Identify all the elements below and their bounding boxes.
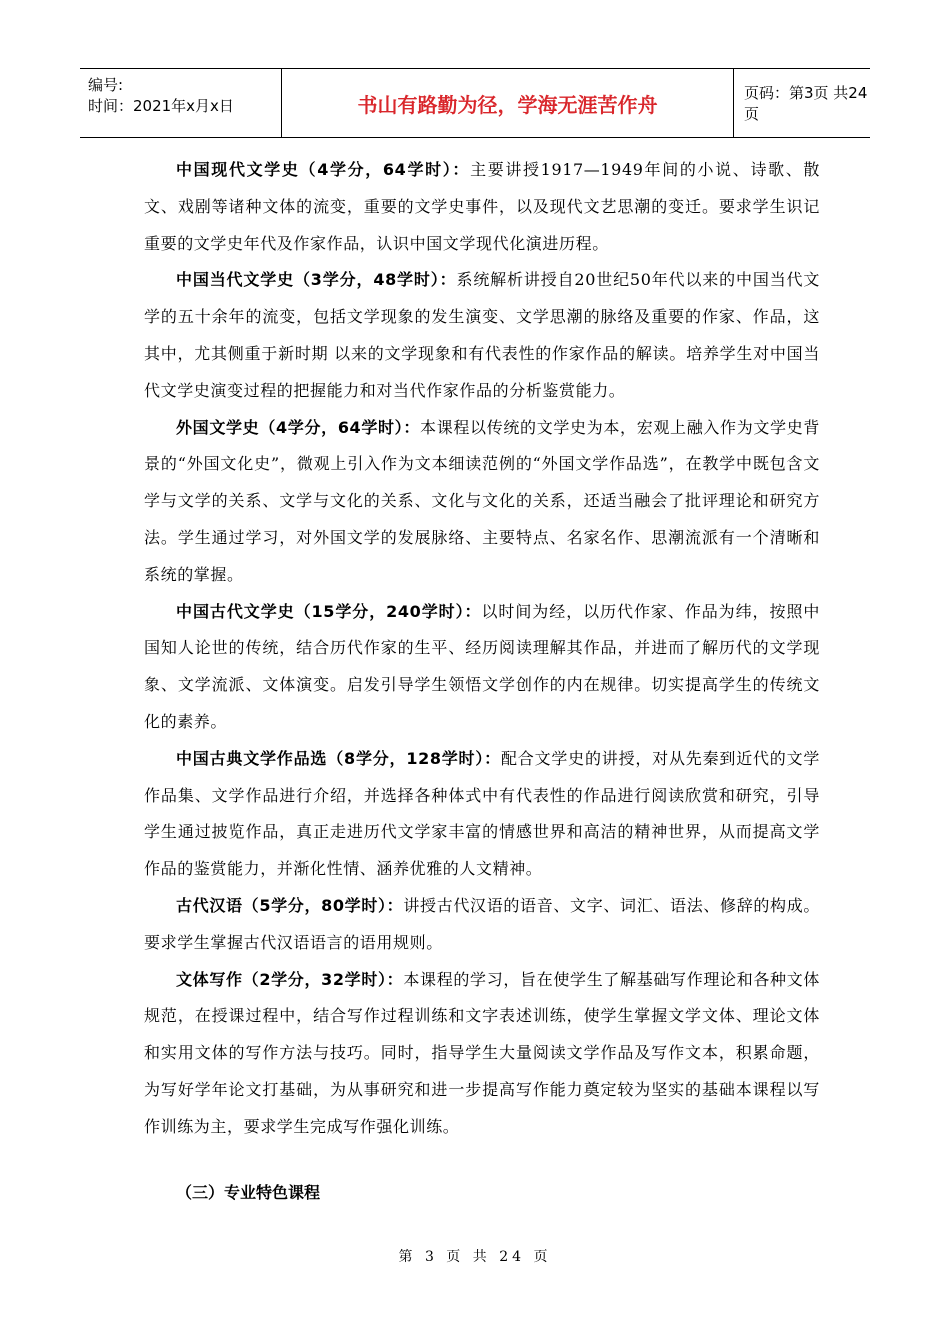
- course-paragraph: [144, 741, 820, 888]
- course-paragraph: [144, 152, 820, 262]
- course-description: 以时间为经，以历代作家、作品为纬，按照中国知人论世的传统，结合历代作家的生平、经历阅读理解其作品，并进而了解历代的文学现象、文学流派、文体演变。启发引导学生领悟文学创作的内在规律。切实提高学生的传统文化的素养。: [144, 601, 820, 731]
- header-meta: [80, 69, 282, 137]
- course-description: 主要讲授1917—1949年间的小说、诗歌、散文、戏剧等诸种文体的流变，重要的文学史事件，以及现代文艺思潮的变迁。要求学生识记重要的文学史年代及作家作品，认识中国文学现代化演进历程。: [144, 160, 820, 253]
- page-footer: 第 3 页 共 24 页: [398, 1249, 552, 1265]
- document-body: [144, 152, 820, 1146]
- course-description: 系统解析讲授自20世纪50年代以来的中国当代文学的五十余年的流变，包括文学现象的发生演变、文学思潮的脉络及重要的作家、作品，这其中，尤其侧重于新时期 以来的文学现象和有代表性的作家作品的解读。培养学生对中国当代文学史演变过程的把握能力和对当代作家作品的分析鉴赏能力。: [144, 270, 820, 400]
- course-description: 本课程的学习，旨在使学生了解基础写作理论和各种文体规范，在授课过程中，结合写作过程训练和文字表述训练，使学生掌握文学文体、理论文体和实用文体的写作方法与技巧。同时，指导学生大量阅读文学作品及写作文本，积累命题，为写好学年论文打基础，为从事研究和进一步提高写作能力奠定较为坚实的基础本课程以写作训练为主，要求学生完成写作强化训练。: [144, 969, 820, 1136]
- course-description: 配合文学史的讲授，对从先秦到近代的文学作品集、文学作品进行介绍，并选择各种体式中有代表性的作品进行阅读欣赏和研究，引导学生通过披览作品，真正走进历代文学家丰富的情感世界和高洁的精神世界，从而提高文学作品的鉴赏能力，并渐化性情、涵养优雅的人文精神。: [144, 748, 820, 879]
- course-paragraph: [144, 888, 820, 962]
- header-page-label: 页码：第3页 共24页: [744, 84, 868, 123]
- course-description: 讲授古代汉语的语音、文字、词汇、语法、修辞的构成。要求学生掌握古代汉语语言的语用规则。: [144, 895, 820, 952]
- course-paragraph: [144, 262, 820, 409]
- course-title: 古代汉语（5学分，80学时）：: [176, 895, 404, 915]
- course-title: 中国古典文学作品选（8学分，128学时）：: [176, 748, 501, 768]
- course-title: 中国古代文学史（15学分，240学时）：: [176, 601, 482, 621]
- course-title: 外国文学史（4学分，64学时）：: [176, 417, 421, 437]
- course-paragraph: [144, 962, 820, 1146]
- header-motto: 书山有路勤为径，学海无涯苦作舟: [282, 69, 734, 137]
- document-time-label: 时间：2021年x月x日: [88, 97, 234, 115]
- course-title: 中国当代文学史（3学分，48学时）：: [176, 270, 457, 290]
- course-paragraph: [144, 594, 820, 741]
- page-header: [80, 68, 870, 138]
- course-description: 本课程以传统的文学史为本，宏观上融入作为文学史背景的“外国文化史”，微观上引入作为文本细读范例的“外国文学作品选”，在教学中既包含文学与文学的关系、文学与文化的关系、文化与文化的关系，还适当融会了批评理论和研究方法。学生通过学习，对外国文学的发展脉络、主要特点、名家名作、思潮流派有一个清晰和系统的掌握。: [144, 417, 821, 584]
- course-title: 文体写作（2学分，32学时）：: [176, 969, 404, 989]
- document-number-label: 编号:: [88, 76, 124, 94]
- course-paragraph: [144, 410, 820, 594]
- course-title: 中国现代文学史（4学分，64学时）：: [176, 160, 471, 179]
- section-heading: （三）专业特色课程: [176, 1183, 321, 1202]
